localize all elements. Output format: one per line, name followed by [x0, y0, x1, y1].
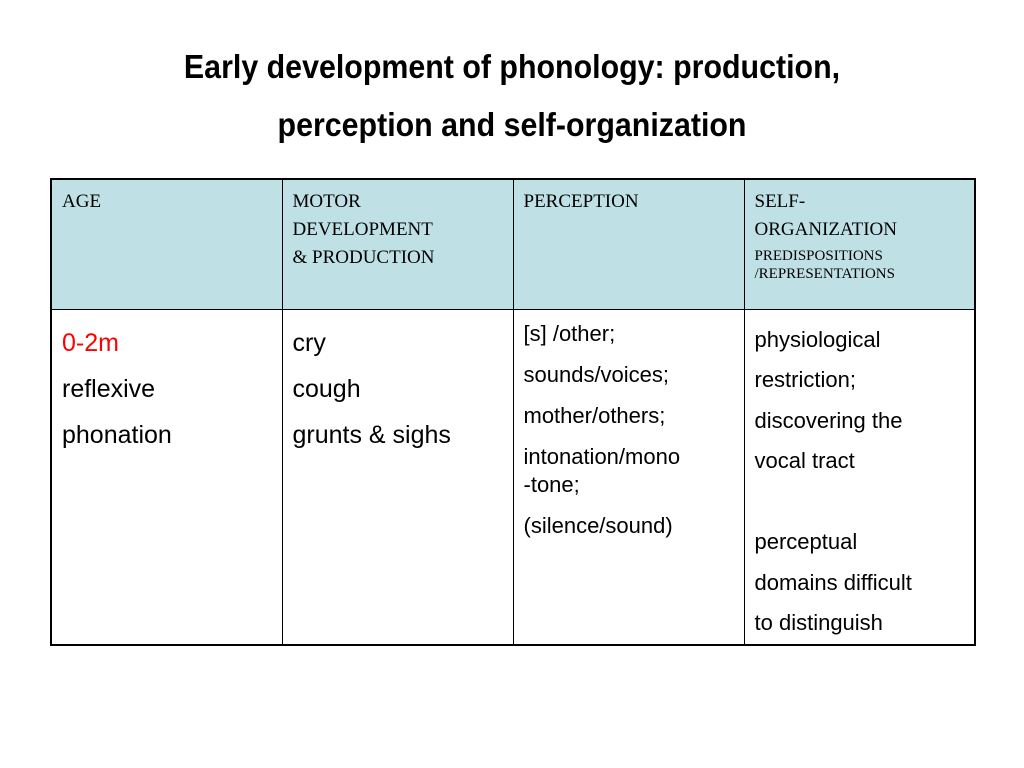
slide-title	[41, 38, 983, 154]
self-line-5: perceptual	[754, 529, 858, 554]
age-range: 0-2m	[62, 328, 119, 357]
self-line-2: restriction;	[754, 367, 856, 392]
perception-line-3: mother/others;	[523, 402, 666, 428]
motor-line-2: cough	[292, 374, 361, 403]
table-row	[51, 309, 975, 645]
perception-line-5: -tone;	[523, 471, 580, 497]
self-line-6: domains difficult	[754, 569, 912, 595]
cell-perception	[513, 309, 744, 645]
header-self-line-2: ORGANIZATION	[754, 219, 897, 240]
self-line-1: physiological	[754, 326, 881, 352]
header-self-line-4: /REPRESENTATIONS	[754, 266, 895, 282]
perception-line-1: [s] /other;	[523, 320, 616, 346]
age-line-3: phonation	[62, 420, 172, 449]
header-motor-line-3: & PRODUCTION	[292, 247, 435, 268]
cell-motor	[282, 309, 513, 645]
motor-line-3: grunts & sighs	[292, 420, 451, 449]
table-header-row	[51, 179, 975, 309]
header-age	[51, 179, 282, 309]
header-self-organization	[744, 179, 975, 309]
motor-line-1: cry	[292, 328, 326, 357]
header-perception	[513, 179, 744, 309]
age-line-2: reflexive	[62, 374, 156, 403]
title-line-1: Early development of phonology: production,	[183, 48, 841, 85]
perception-line-2: sounds/voices;	[523, 361, 670, 387]
header-age-label: AGE	[62, 191, 102, 212]
header-motor-line-2: DEVELOPMENT	[292, 219, 433, 240]
header-self-line-1: SELF-	[754, 191, 806, 212]
cell-self-organization	[744, 309, 975, 645]
phonology-table	[50, 178, 976, 646]
self-line-3: discovering the	[754, 407, 903, 433]
title-line-2: perception and self-organization	[277, 106, 747, 143]
paragraph-gap	[755, 482, 965, 523]
header-motor-line-1: MOTOR	[292, 191, 361, 212]
header-perception-label: PERCEPTION	[523, 191, 639, 212]
header-self-line-3: PREDISPOSITIONS	[754, 248, 883, 264]
header-motor	[282, 179, 513, 309]
cell-age	[51, 309, 282, 645]
perception-line-6: (silence/sound)	[523, 512, 673, 538]
self-line-4: vocal tract	[754, 448, 855, 473]
perception-line-4: intonation/mono	[523, 443, 681, 469]
self-line-7: to distinguish	[754, 610, 883, 635]
